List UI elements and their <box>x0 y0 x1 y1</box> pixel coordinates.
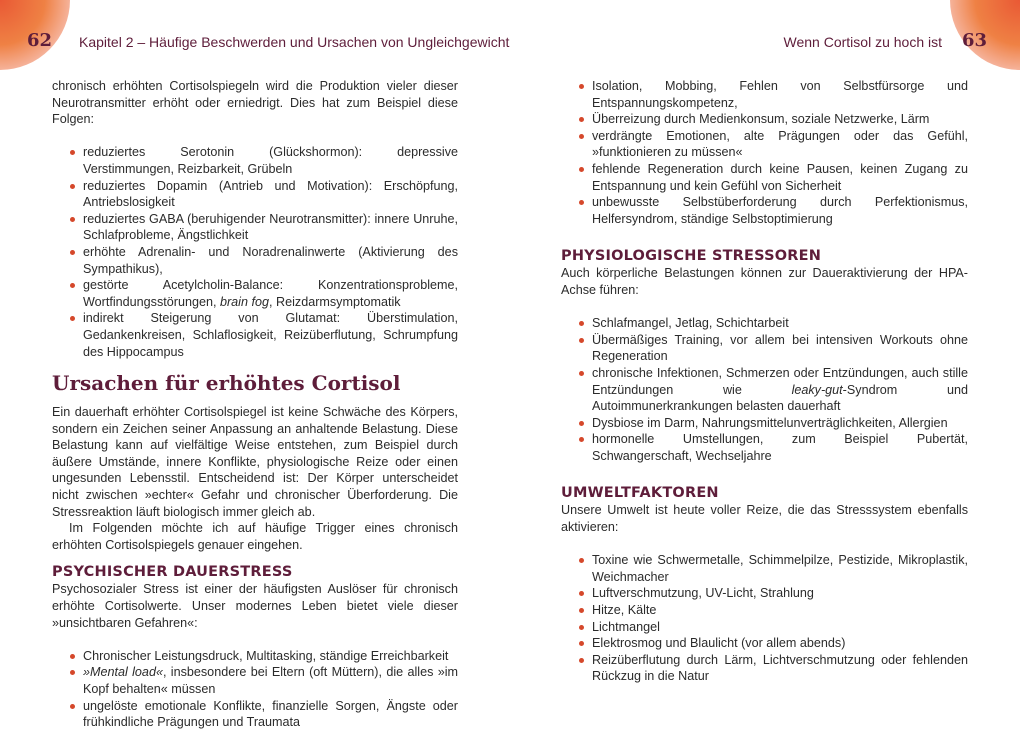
list-item: Luftverschmutzung, UV-Licht, Strahlung <box>561 585 968 602</box>
stress-list-continued <box>561 78 968 227</box>
subsection-heading: PSYCHISCHER DAUERSTRESS <box>52 564 293 581</box>
list-item: Übermäßiges Training, vor allem bei intensiven Workouts ohne Regeneration <box>561 332 968 365</box>
list-item: Reizüberflutung durch Lärm, Lichtverschmutzung oder fehlenden Rückzug in die Natur <box>561 652 968 685</box>
body-paragraph: Ein dauerhaft erhöhter Cortisolspiegel ist keine Schwäche des Körpers, sondern ein Zeichen seiner Anpassung an anhaltende Belastung. Diese Belastung kann auf vielfältige Weise entstehen, zum Beispiel durch äußere Umstände, innere Konflikte, physiologische Reize oder einen ungesunden Lebensstil. Entscheidend ist: Der Körper unterscheidet nicht zwischen »echter« Gefahr und chronischer Überforderung. Die Stressreaktion läuft biologisch immer gleich ab. <box>52 405 458 519</box>
list-item: fehlende Regeneration durch keine Pausen, keinen Zugang zu Entspannung und kein Gefühl von Sicherheit <box>561 161 968 194</box>
right-page <box>561 78 968 685</box>
subsection-intro: Auch körperliche Belastungen können zur Daueraktivierung der HPA-Achse führen: <box>561 266 968 297</box>
list-item: reduziertes Serotonin (Glückshormon): depressive Verstimmungen, Reizbarkeit, Grübeln <box>52 144 458 177</box>
list-item: erhöhte Adrenalin- und Noradrenalinwerte (Aktivierung des Sympathikus), <box>52 244 458 277</box>
list-item: Dysbiose im Darm, Nahrungsmittelunverträglichkeiten, Allergien <box>561 415 968 432</box>
running-header-right: Wenn Cortisol zu hoch ist <box>783 34 942 50</box>
subsection-heading: UMWELTFAKTOREN <box>561 485 719 502</box>
list-item: Toxine wie Schwermetalle, Schimmelpilze, Pestizide, Mikroplastik, Weichmacher <box>561 552 968 585</box>
list-item: reduziertes Dopamin (Antrieb und Motivation): Erschöpfung, Antriebslosigkeit <box>52 178 458 211</box>
list-item: gestörte Acetylcholin-Balance: Konzentrationsprobleme, Wortfindungsstörungen, brain fog, Reizdarmsymptomatik <box>52 277 458 310</box>
list-item: Schlafmangel, Jetlag, Schichtarbeit <box>561 315 968 332</box>
subsection-intro: Psychosozialer Stress ist einer der häufigsten Auslöser für chronisch erhöhte Cortisolwerte. Unser modernes Leben bietet viele dieser »unsichtbaren Gefahren«: <box>52 582 458 630</box>
list-item: unbewusste Selbstüberforderung durch Perfektionismus, Helfersyndrom, ständige Selbstoptimierung <box>561 194 968 227</box>
intro-paragraph: chronisch erhöhten Cortisolspiegeln wird die Produktion vieler dieser Neurotransmitter erhöht oder erniedrigt. Dies hat zum Beispiel diese Folgen: <box>52 79 458 127</box>
list-item: hormonelle Umstellungen, zum Beispiel Pubertät, Schwangerschaft, Wechseljahre <box>561 431 968 464</box>
physiological-list <box>561 315 968 464</box>
body-paragraph: Im Folgenden möchte ich auf häufige Trigger eines chronisch erhöhten Cortisolspiegels genauer eingehen. <box>52 521 458 552</box>
stress-list <box>52 648 458 731</box>
list-item: indirekt Steigerung von Glutamat: Überstimulation, Gedankenkreisen, Schlaflosigkeit, Reizüberflutung, Schrumpfung des Hippocampus <box>52 310 458 360</box>
subsection-intro: Unsere Umwelt ist heute voller Reize, die das Stresssystem ebenfalls aktivieren: <box>561 503 968 535</box>
section-heading: Ursachen für erhöhtes Cortisol <box>52 371 401 396</box>
list-item: chronische Infektionen, Schmerzen oder Entzündungen, auch stille Entzündungen wie leaky-gut-Syndrom und Autoimmunerkrankungen belasten dauerhaft <box>561 365 968 415</box>
list-item: Chronischer Leistungsdruck, Multitasking, ständige Erreichbarkeit <box>52 648 458 665</box>
page-number-right: 63 <box>961 30 987 51</box>
list-item: Hitze, Kälte <box>561 602 968 619</box>
list-item: »Mental load«, insbesondere bei Eltern (oft Müttern), die alles »im Kopf behalten« müssen <box>52 664 458 697</box>
list-item: reduziertes GABA (beruhigender Neurotransmitter): innere Unruhe, Schlafprobleme, Ängstlichkeit <box>52 211 458 244</box>
list-item: verdrängte Emotionen, alte Prägungen oder das Gefühl, »funktionieren zu müssen« <box>561 128 968 161</box>
list-item: Lichtmangel <box>561 619 968 636</box>
environment-list <box>561 552 968 685</box>
left-page <box>52 78 458 731</box>
list-item: Isolation, Mobbing, Fehlen von Selbstfürsorge und Entspannungskompetenz, <box>561 78 968 111</box>
list-item: ungelöste emotionale Konflikte, finanzielle Sorgen, Ängste oder frühkindliche Prägungen und Traumata <box>52 698 458 731</box>
neurotransmitter-list <box>52 144 458 360</box>
subsection-heading: PHYSIOLOGISCHE STRESSOREN <box>561 248 822 265</box>
page-number-left: 62 <box>27 30 53 51</box>
list-item: Überreizung durch Medienkonsum, soziale Netzwerke, Lärm <box>561 111 968 128</box>
list-item: Elektrosmog und Blaulicht (vor allem abends) <box>561 635 968 652</box>
running-header-left: Kapitel 2 – Häufige Beschwerden und Ursachen von Ungleichgewicht <box>79 34 510 50</box>
